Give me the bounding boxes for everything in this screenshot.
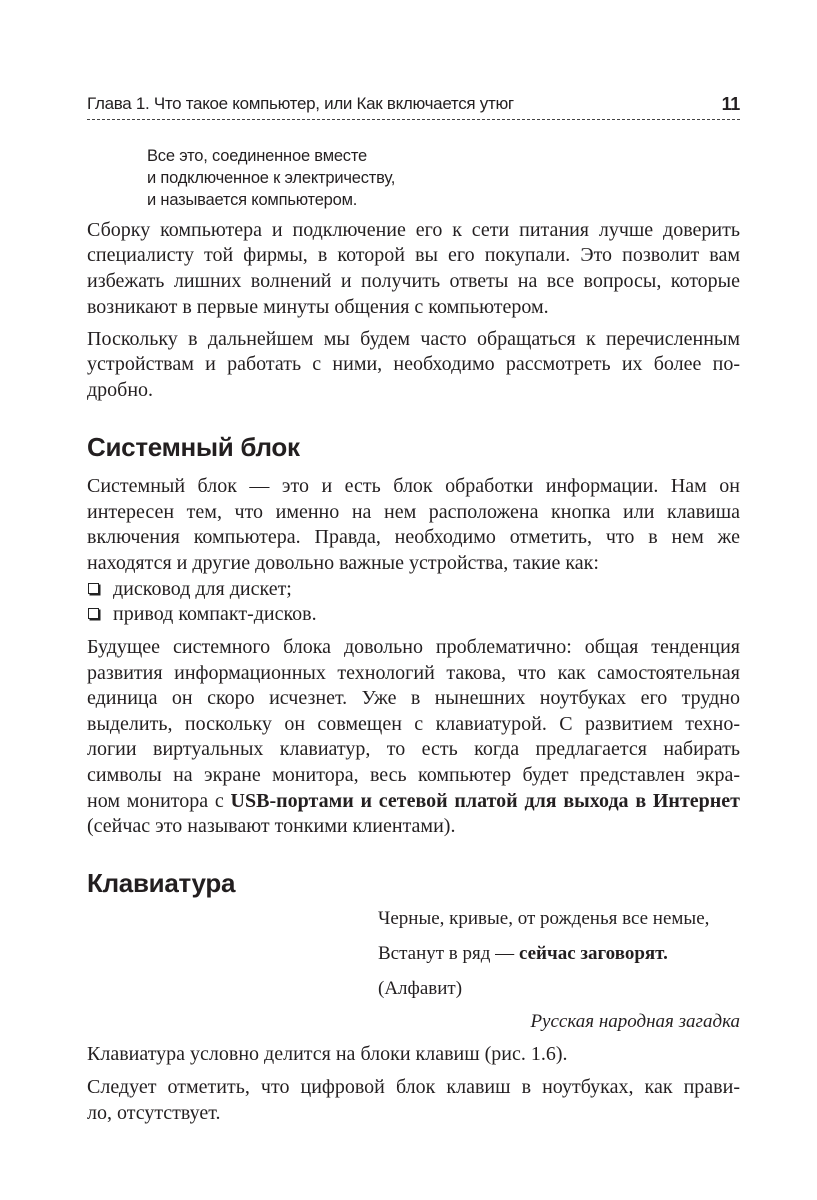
bold-text: USB-портами и сетевой платой для выхода в Интернет — [230, 790, 740, 812]
paragraph-line: Будущее системного блока довольно проблематично: общая тенденция — [87, 636, 740, 658]
paragraph-line: единица он скоро исчезнет. Уже в нынешних ноутбуках его трудно — [87, 687, 740, 709]
text-run: ном монитора с — [87, 790, 231, 812]
paragraph-line: Клавиатура условно делится на блоки клавиш (рис. 1.6). — [87, 1043, 568, 1065]
paragraph-line: Поскольку в дальнейшем мы будем часто обращаться к перечисленным — [87, 328, 740, 350]
paragraph-line: Следует отметить, что цифровой блок клавиш в ноутбуках, как прави- — [87, 1076, 740, 1098]
paragraph-line: возникают в первые минуты общения с компьютером. — [87, 296, 549, 318]
text-run: (Алфавит) — [378, 978, 463, 999]
caption-line: Все это, соединенное вместе — [147, 147, 368, 165]
text-run: Встанут в ряд — — [378, 943, 519, 964]
paragraph-line: включения компьютера. Правда, необходимо отметить, что в нем же — [87, 526, 740, 548]
paragraph-line: логии виртуальных клавиатур, то есть когда предлагается набирать — [87, 738, 740, 760]
caption-line: и называется компьютером. — [147, 191, 358, 209]
paragraph-line: специалисту той фирмы, в которой вы его покупали. Это позволит вам — [87, 244, 740, 266]
section-heading: Системный блок — [87, 432, 300, 462]
epigraph-line — [378, 908, 709, 930]
paragraph-line: Сборку компьютера и подключение его к сети питания лучше доверить — [87, 219, 740, 241]
epigraph-line — [378, 978, 462, 1000]
text-run: Черные, кривые, от рожденья все немые, — [378, 908, 710, 929]
header-divider — [87, 119, 740, 120]
checkbox-bullet-icon — [88, 583, 99, 594]
caption-line: и подключенное к электричеству, — [147, 169, 396, 187]
checkbox-bullet-icon — [88, 608, 99, 619]
paragraph-line: интересен тем, что именно на нем расположена кнопка или клавиша — [87, 501, 740, 523]
paragraph-line: развития информационных технологий такова, что как самостоятельная — [87, 662, 740, 684]
paragraph-line: избежать лишних волнений и получить ответы на все вопросы, которые — [87, 270, 740, 292]
paragraph-line: выделить, поскольку он совмещен с клавиатурой. С развитием техно- — [87, 713, 740, 735]
section-heading: Клавиатура — [87, 868, 236, 898]
paragraph-line: (сейчас это называют тонкими клиентами). — [87, 815, 456, 837]
list-item: дисковод для дискет; — [113, 578, 292, 600]
epigraph-line — [378, 943, 668, 965]
paragraph-line — [87, 789, 740, 813]
paragraph-line: ло, отсутствует. — [87, 1102, 221, 1124]
running-header — [87, 94, 740, 114]
figure-caption — [147, 145, 395, 211]
paragraph-line: находятся и другие довольно важные устройства, такие как: — [87, 552, 599, 574]
epigraph-attribution: Русская народная загадка — [530, 1011, 740, 1032]
paragraph-line: Системный блок — это и есть блок обработки информации. Нам он — [87, 475, 740, 497]
page-number: 11 — [721, 94, 740, 114]
paragraph-line: символы на экране монитора, весь компьютер будет представлен экра- — [87, 764, 740, 786]
bold-text: сейчас заговорят. — [518, 943, 668, 964]
paragraph-line: устройствам и работать с ними, необходимо рассмотреть их более по- — [87, 353, 740, 375]
list-item: привод компакт-дисков. — [113, 603, 317, 625]
running-title: Глава 1. Что такое компьютер, или Как включается утюг — [87, 94, 514, 113]
paragraph-line: дробно. — [87, 379, 154, 401]
